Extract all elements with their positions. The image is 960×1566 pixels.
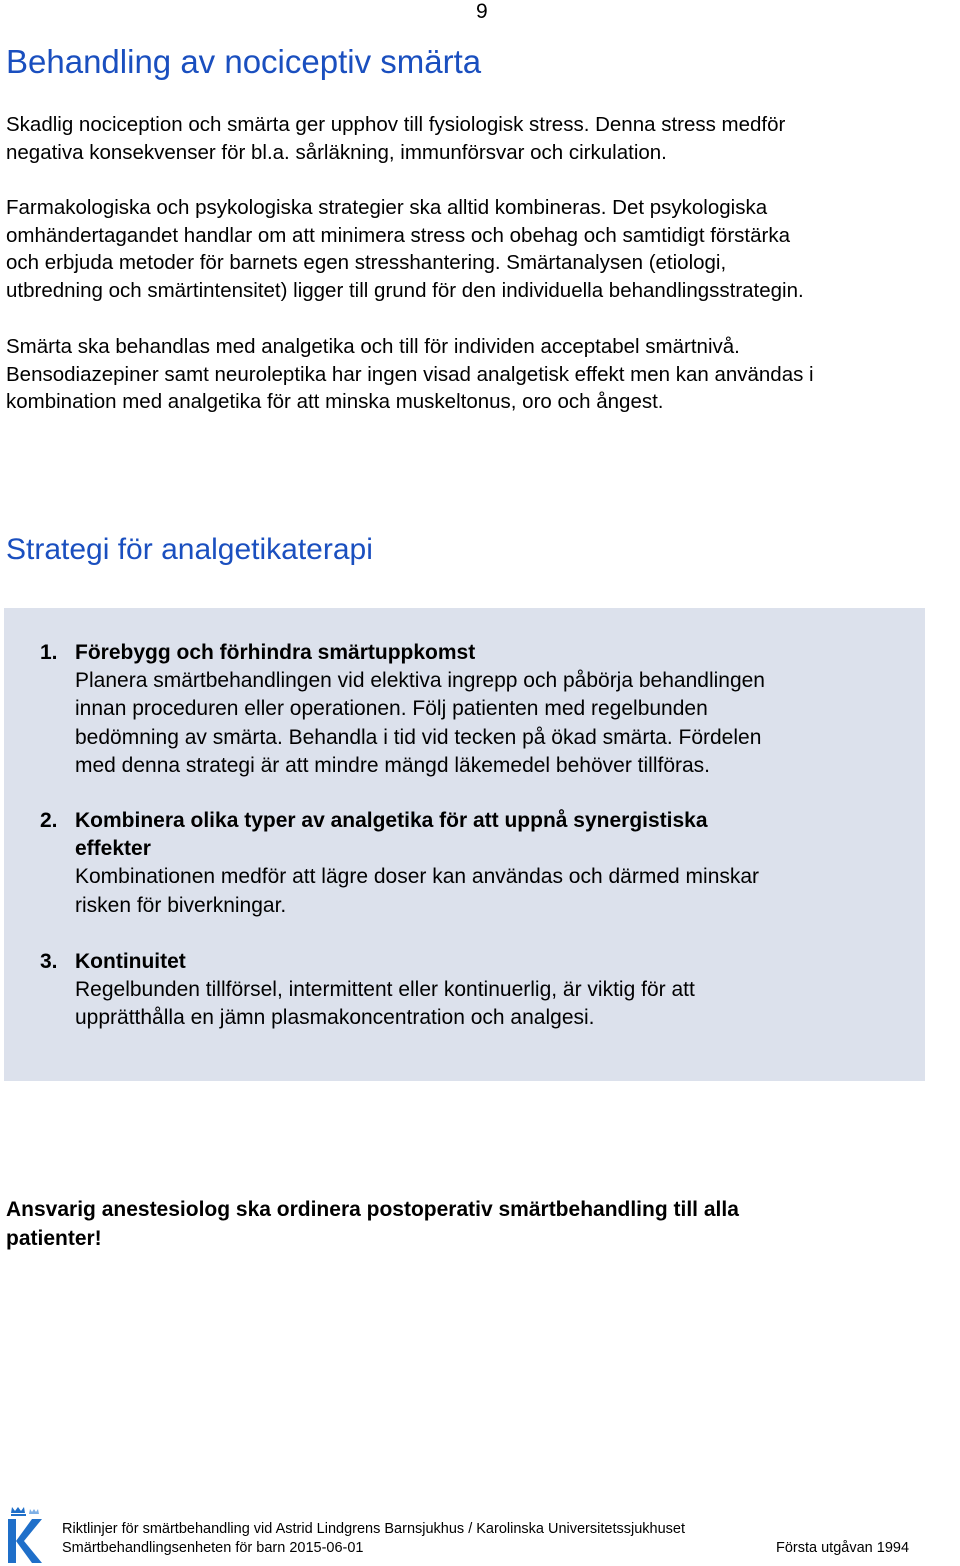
logo-letter: K bbox=[18, 1563, 19, 1564]
strategy-item-3 bbox=[40, 948, 890, 1033]
strategy-item-title: Kontinuitet bbox=[75, 950, 186, 973]
strategy-item-text: Planera smärtbehandlingen vid elektiva ingrepp och påbörja behandlingen bbox=[75, 669, 765, 693]
paragraph-line: Skadlig nociception och smärta ger upphov till fysiologisk stress. Denna stress medför bbox=[6, 113, 786, 136]
section-heading: Strategi för analgetikaterapi bbox=[6, 533, 373, 566]
strategy-item-title: effekter bbox=[75, 837, 151, 861]
paragraph-line: omhändertagandet handlar om att minimera stress och obehag och samtidigt förstärka bbox=[6, 223, 790, 247]
paragraph-line: Farmakologiska och psykologiska strategier ska alltid kombineras. Det psykologiska bbox=[6, 196, 768, 219]
footer-edition: Första utgåvan 1994 bbox=[776, 1540, 910, 1556]
paragraph-line: och erbjuda metoder för barnets egen stresshantering. Smärtanalysen (etiologi, bbox=[6, 251, 727, 274]
strategy-item-title: Kombinera olika typer av analgetika för att uppnå synergistiska bbox=[75, 809, 708, 832]
strategy-item-text: upprätthålla en jämn plasmakoncentration och analgesi. bbox=[75, 1006, 595, 1030]
strategy-item-number: 1. bbox=[40, 641, 58, 664]
closing-line: Ansvarig anestesiolog ska ordinera postoperativ smärtbehandling till alla bbox=[6, 1198, 739, 1221]
strategy-item-number: 3. bbox=[40, 950, 58, 973]
paragraph-intro bbox=[6, 111, 960, 166]
strategy-item-1 bbox=[40, 639, 890, 780]
strategy-item-text: Regelbunden tillförsel, intermittent eller kontinuerlig, är viktig för att bbox=[75, 978, 695, 1002]
paragraph-line: Bensodiazepiner samt neuroleptika har ingen visad analgetisk effekt men kan användas i bbox=[6, 362, 814, 386]
paragraph-line: Smärta ska behandlas med analgetika och till för individen acceptabel smärtnivå. bbox=[6, 335, 740, 358]
strategy-item-text: med denna strategi är att mindre mängd läkemedel behöver tillföras. bbox=[75, 753, 711, 777]
footer-unit-date: Smärtbehandlingsenheten för barn 2015-06-01 bbox=[62, 1540, 364, 1556]
paragraph-line: utbredning och smärtintensitet) ligger till grund för den individuella behandlingsstrategin. bbox=[6, 278, 804, 302]
strategy-item-2 bbox=[40, 807, 890, 920]
strategy-item-text: Kombinationen medför att lägre doser kan användas och därmed minskar bbox=[75, 865, 760, 889]
strategy-item-title: Förebygg och förhindra smärtuppkomst bbox=[75, 641, 476, 664]
karolinska-logo-icon bbox=[4, 1505, 44, 1565]
paragraph-line: kombination med analgetika för att minska muskeltonus, oro och ångest. bbox=[6, 390, 664, 413]
paragraph-strategies bbox=[6, 194, 960, 304]
footer-guideline-title: Riktlinjer för smärtbehandling vid Astrid Lindgrens Barnsjukhus / Karolinska Universitetssjukhuset bbox=[62, 1521, 685, 1537]
strategy-item-number: 2. bbox=[40, 809, 58, 832]
paragraph-analgesics bbox=[6, 333, 960, 416]
closing-line: patienter! bbox=[6, 1227, 102, 1250]
page-heading: Behandling av nociceptiv smärta bbox=[6, 43, 482, 80]
paragraph-line: negativa konsekvenser för bl.a. sårläkning, immunförsvar och cirkulation. bbox=[6, 140, 667, 164]
strategy-item-text: bedömning av smärta. Behandla i tid vid tecken på ökad smärta. Fördelen bbox=[75, 725, 762, 749]
strategy-item-text: risken för biverkningar. bbox=[75, 893, 287, 917]
closing-statement bbox=[6, 1195, 739, 1253]
page-number: 9 bbox=[476, 0, 488, 23]
strategy-item-text: innan proceduren eller operationen. Följ patienten med regelbunden bbox=[75, 697, 708, 721]
strategy-box bbox=[4, 608, 925, 1081]
